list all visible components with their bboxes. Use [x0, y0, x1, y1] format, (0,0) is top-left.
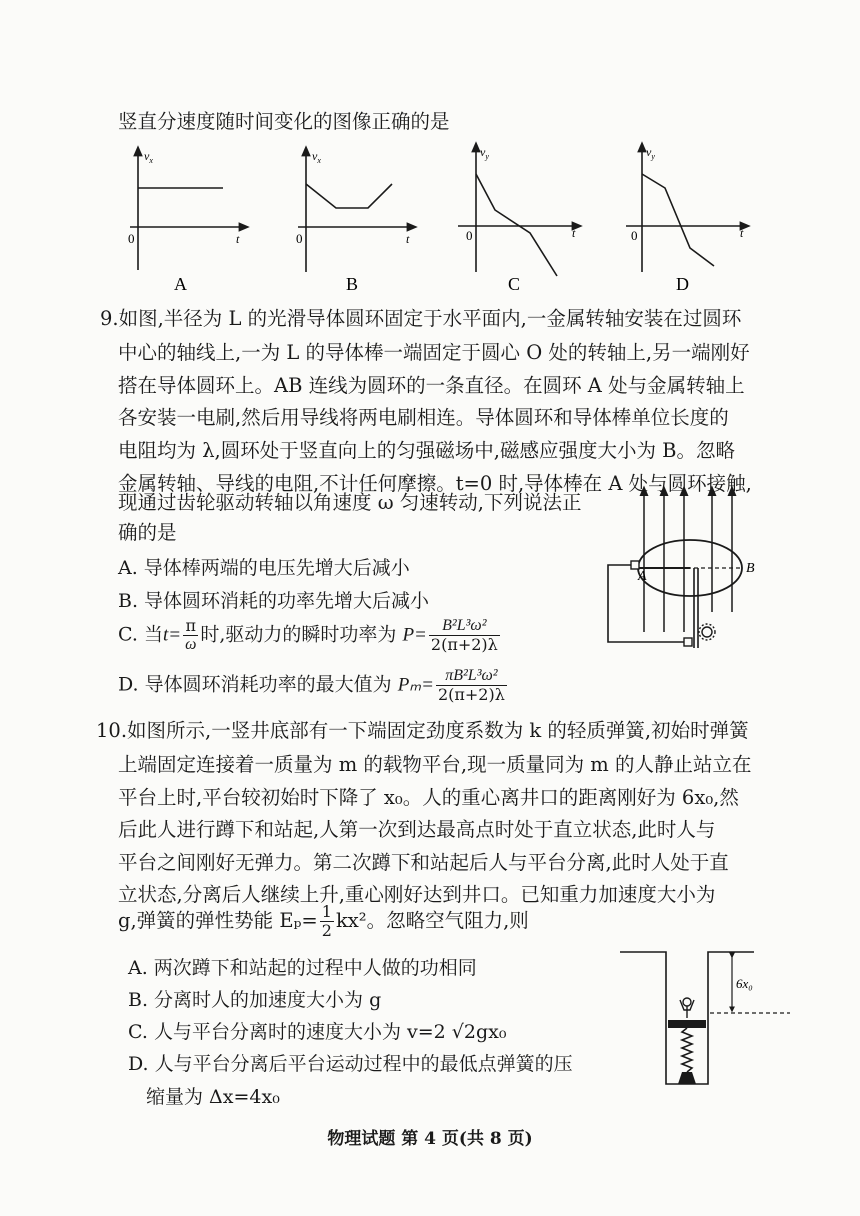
platform: [668, 1020, 706, 1028]
q9-line-6: 金属转轴、导线的电阻,不计任何摩擦。t=0 时,导体棒在 A 处与圆环接触,: [118, 472, 752, 495]
q10-line-7-suffix: kx²。忽略空气阻力,则: [335, 909, 529, 932]
q9-option-c-frac2: $\frac{\text{B²L³ω²}}{2(\pi+2)\lambda}$: [430, 617, 498, 654]
q9-option-c-t: t=: [162, 624, 182, 646]
graph-c-label: C: [508, 274, 521, 294]
spring-base: [678, 1072, 696, 1084]
q9-line-8: 确的是: [118, 521, 177, 544]
graph-d: [626, 146, 746, 272]
q9-option-a: A. 导体棒两端的电压先增大后减小: [118, 557, 410, 579]
label-a: A: [638, 569, 647, 584]
q9-line-1: 9.如图,半径为 L 的光滑导体圆环固定于水平面内,一金属转轴安装在过圆环: [100, 307, 742, 330]
q10-option-b: B. 分离时人的加速度大小为 g: [128, 989, 382, 1011]
q10-line-4: 后此人进行蹲下和站起,人第一次到达最高点时处于直立状态,此时人与: [118, 818, 716, 841]
q9-option-c-mid: 时,驱动力的瞬时功率为: [200, 623, 397, 646]
brush-shaft: [684, 638, 692, 646]
q9-option-c-p: P=: [402, 624, 427, 646]
q8-graphs: [110, 140, 760, 300]
q10-option-c: C. 人与平台分离时的速度大小为 v=2 √2gx₀: [128, 1021, 507, 1043]
field-lines: [644, 490, 732, 632]
metal-shaft: [694, 568, 698, 648]
q10-option-a: A. 两次蹲下和站起的过程中人做的功相同: [128, 957, 477, 979]
q8-intro: 竖直分速度随时间变化的图像正确的是: [118, 110, 450, 133]
graph-d-xlabel: t: [740, 226, 744, 240]
q9-option-d-prefix: D. 导体圆环消耗功率的最大值为: [118, 673, 392, 696]
q10-line-3: 平台上时,平台较初始时下降了 x₀。人的重心离井口的距离刚好为 6x₀,然: [118, 786, 739, 809]
q10-line-6: 立状态,分离后人继续上升,重心刚好达到井口。已知重力加速度大小为: [118, 883, 716, 906]
gear-icon: [699, 624, 715, 640]
graph-c-ylabel: $v_y$: [480, 145, 489, 161]
page-footer: 物理试题 第 4 页(共 8 页): [327, 1129, 533, 1149]
q9-option-c-prefix: C. 当: [118, 623, 163, 646]
q9-line-7: 现通过齿轮驱动转轴以角速度 ω 匀速转动,下列说法正: [118, 491, 582, 514]
q10-line-7-prefix: g,弹簧的弹性势能 Eₚ=: [118, 909, 318, 932]
person-icon: [680, 998, 694, 1018]
q9-option-d-frac: $\frac{\text{πB²L³ω²}}{2(\pi+2)\lambda}$: [437, 667, 505, 704]
graph-a-label: A: [174, 274, 187, 294]
q10-line-7: [118, 903, 529, 940]
graph-b-ylabel: $v_x$: [312, 149, 321, 165]
q9-line-2: 中心的轴线上,一为 L 的导体棒一端固定于圆心 O 处的转轴上,另一端刚好: [118, 341, 750, 364]
graph-d-label: D: [676, 274, 689, 294]
q9-option-b: B. 导体圆环消耗的功率先增大后减小: [118, 590, 430, 612]
graph-b-label: B: [346, 274, 359, 294]
q9-option-c-frac1: $\frac{\pi}{\omega}$: [185, 616, 197, 653]
q9-option-c: [118, 617, 502, 654]
graph-b-origin: 0: [296, 231, 303, 246]
q9-line-4: 各安装一电刷,然后用导线将两电刷相连。导体圆环和导体棒单位长度的: [118, 406, 729, 429]
q10-line-1: 10.如图所示,一竖井底部有一下端固定劲度系数为 k 的轻质弹簧,初始时弹簧: [96, 719, 749, 742]
graph-a-origin: 0: [128, 231, 135, 246]
graph-c-xlabel: t: [572, 226, 576, 240]
brush-a: [631, 561, 639, 569]
graph-c-origin: 0: [466, 228, 473, 243]
graph-a-xlabel: t: [236, 232, 240, 246]
spring: [682, 1028, 692, 1072]
graph-a-ylabel: $v_x$: [144, 149, 153, 165]
q9-line-5: 电阻均为 λ,圆环处于竖直向上的匀强磁场中,磁感应强度大小为 B。忽略: [118, 439, 735, 462]
graph-a: [130, 150, 245, 270]
label-b: B: [746, 561, 755, 576]
q9-option-d: [118, 667, 509, 704]
q10-option-d-2: 缩量为 Δx=4x₀: [146, 1086, 280, 1108]
graph-b-xlabel: t: [406, 232, 410, 246]
q9-option-d-p: Pₘ=: [397, 674, 434, 696]
distance-label: 6x₀: [736, 976, 753, 991]
q10-line-7-frac: $\frac{1}{2}$: [321, 902, 332, 940]
q10-figure: [620, 944, 800, 1092]
q9-figure: [598, 482, 778, 654]
q9-line-3: 搭在导体圆环上。AB 连线为圆环的一条直径。在圆环 A 处与金属转轴上: [118, 374, 745, 397]
graph-d-origin: 0: [631, 228, 638, 243]
graph-c: [458, 146, 578, 276]
q10-line-2: 上端固定连接着一质量为 m 的载物平台,现一质量同为 m 的人静止站立在: [118, 753, 752, 776]
q10-line-5: 平台之间刚好无弹力。第二次蹲下和站起后人与平台分离,此时人处于直: [118, 851, 729, 874]
q10-option-d-1: D. 人与平台分离后平台运动过程中的最低点弹簧的压: [128, 1053, 573, 1075]
graph-d-ylabel: $v_y$: [646, 145, 655, 161]
graph-b: [298, 150, 413, 272]
